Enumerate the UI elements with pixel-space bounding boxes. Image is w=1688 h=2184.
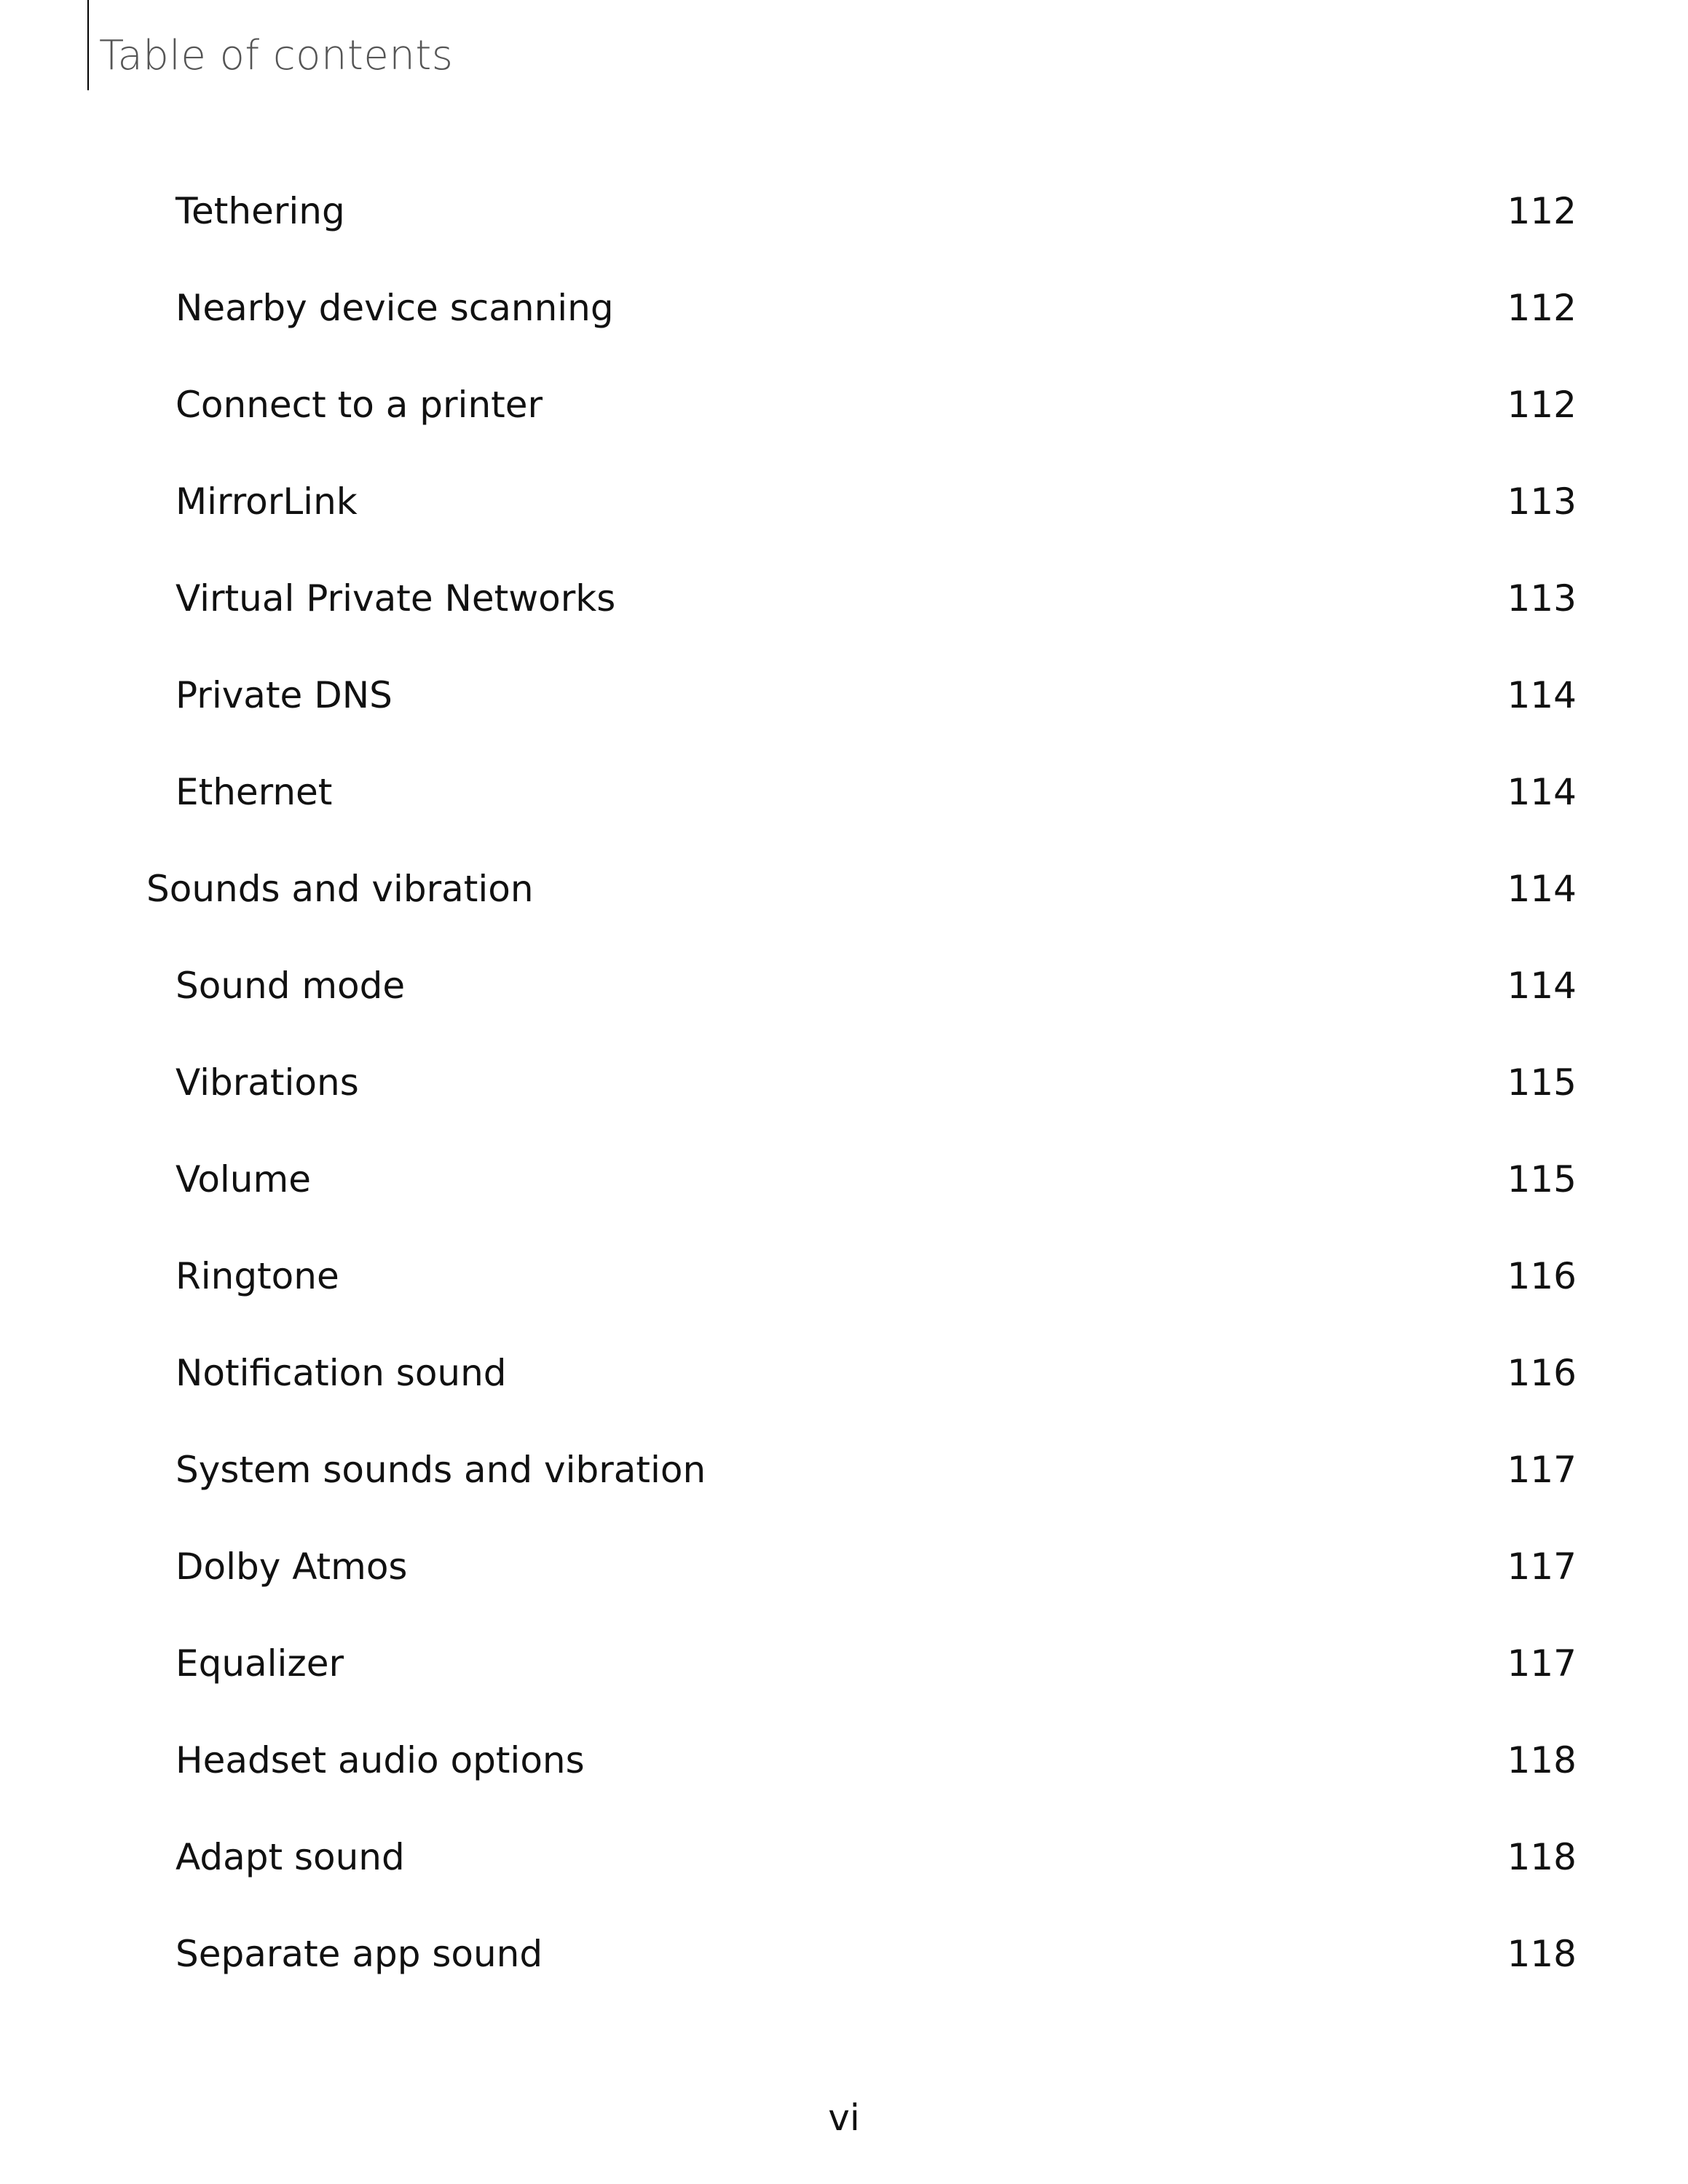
toc-entry-page[interactable]: 117 <box>1507 1642 1577 1685</box>
toc-entry[interactable] <box>0 1925 1688 2022</box>
toc-entry[interactable] <box>0 957 1688 1053</box>
page-number: vi <box>828 2097 860 2139</box>
toc-entry[interactable] <box>0 1053 1688 1150</box>
toc-entry-page[interactable]: 112 <box>1507 190 1577 232</box>
toc-entry-page[interactable]: 114 <box>1507 868 1577 910</box>
toc-list <box>0 182 1688 2022</box>
toc-entry[interactable] <box>0 1634 1688 1731</box>
toc-entry[interactable] <box>0 1441 1688 1538</box>
toc-entry[interactable] <box>0 1247 1688 1344</box>
toc-entry[interactable] <box>0 1828 1688 1925</box>
toc-entry-label[interactable]: Private DNS <box>175 674 393 716</box>
toc-entry[interactable] <box>0 1538 1688 1634</box>
toc-entry[interactable] <box>0 472 1688 569</box>
toc-entry-page[interactable]: 113 <box>1507 480 1577 523</box>
toc-entry-label[interactable]: Ethernet <box>175 771 333 813</box>
toc-entry-page[interactable]: 115 <box>1507 1061 1577 1104</box>
toc-entry-label[interactable]: Equalizer <box>175 1642 344 1685</box>
toc-entry-page[interactable]: 116 <box>1507 1255 1577 1297</box>
header-rule <box>87 0 89 90</box>
toc-entry[interactable] <box>0 1731 1688 1828</box>
toc-entry-page[interactable]: 114 <box>1507 965 1577 1007</box>
toc-entry-label[interactable]: Nearby device scanning <box>175 287 614 329</box>
toc-entry-page[interactable]: 118 <box>1507 1739 1577 1781</box>
toc-entry[interactable] <box>0 182 1688 279</box>
toc-entry-label[interactable]: Ringtone <box>175 1255 339 1297</box>
toc-entry-label[interactable]: Vibrations <box>175 1061 359 1104</box>
toc-entry-label[interactable]: Sounds and vibration <box>146 868 534 910</box>
toc-entry-page[interactable]: 117 <box>1507 1546 1577 1588</box>
toc-entry-label[interactable]: Sound mode <box>175 965 406 1007</box>
toc-entry-page[interactable]: 113 <box>1507 577 1577 620</box>
toc-entry-label[interactable]: MirrorLink <box>175 480 358 523</box>
toc-entry[interactable] <box>0 1150 1688 1247</box>
toc-entry-page[interactable]: 114 <box>1507 771 1577 813</box>
toc-entry-label[interactable]: Volume <box>175 1158 311 1200</box>
toc-entry-page[interactable]: 112 <box>1507 287 1577 329</box>
toc-entry-page[interactable]: 118 <box>1507 1836 1577 1878</box>
toc-entry[interactable] <box>0 376 1688 472</box>
toc-entry-page[interactable]: 117 <box>1507 1449 1577 1491</box>
toc-entry-label[interactable]: Headset audio options <box>175 1739 585 1781</box>
toc-entry[interactable] <box>0 860 1688 957</box>
toc-entry[interactable] <box>0 666 1688 763</box>
toc-entry-label[interactable]: Tethering <box>175 190 345 232</box>
toc-entry-label[interactable]: System sounds and vibration <box>175 1449 706 1491</box>
toc-entry[interactable] <box>0 763 1688 860</box>
toc-entry[interactable] <box>0 1344 1688 1441</box>
toc-entry-page[interactable]: 116 <box>1507 1352 1577 1394</box>
toc-entry[interactable] <box>0 279 1688 376</box>
page-title: Table of contents <box>99 32 454 79</box>
toc-entry-label[interactable]: Virtual Private Networks <box>175 577 616 620</box>
toc-entry[interactable] <box>0 569 1688 666</box>
toc-entry-label[interactable]: Dolby Atmos <box>175 1546 408 1588</box>
toc-entry-label[interactable]: Separate app sound <box>175 1933 543 1975</box>
toc-entry-label[interactable]: Connect to a printer <box>175 384 543 426</box>
toc-entry-page[interactable]: 112 <box>1507 384 1577 426</box>
toc-entry-label[interactable]: Notification sound <box>175 1352 507 1394</box>
toc-entry-page[interactable]: 115 <box>1507 1158 1577 1200</box>
toc-entry-page[interactable]: 118 <box>1507 1933 1577 1975</box>
toc-entry-page[interactable]: 114 <box>1507 674 1577 716</box>
toc-entry-label[interactable]: Adapt sound <box>175 1836 405 1878</box>
